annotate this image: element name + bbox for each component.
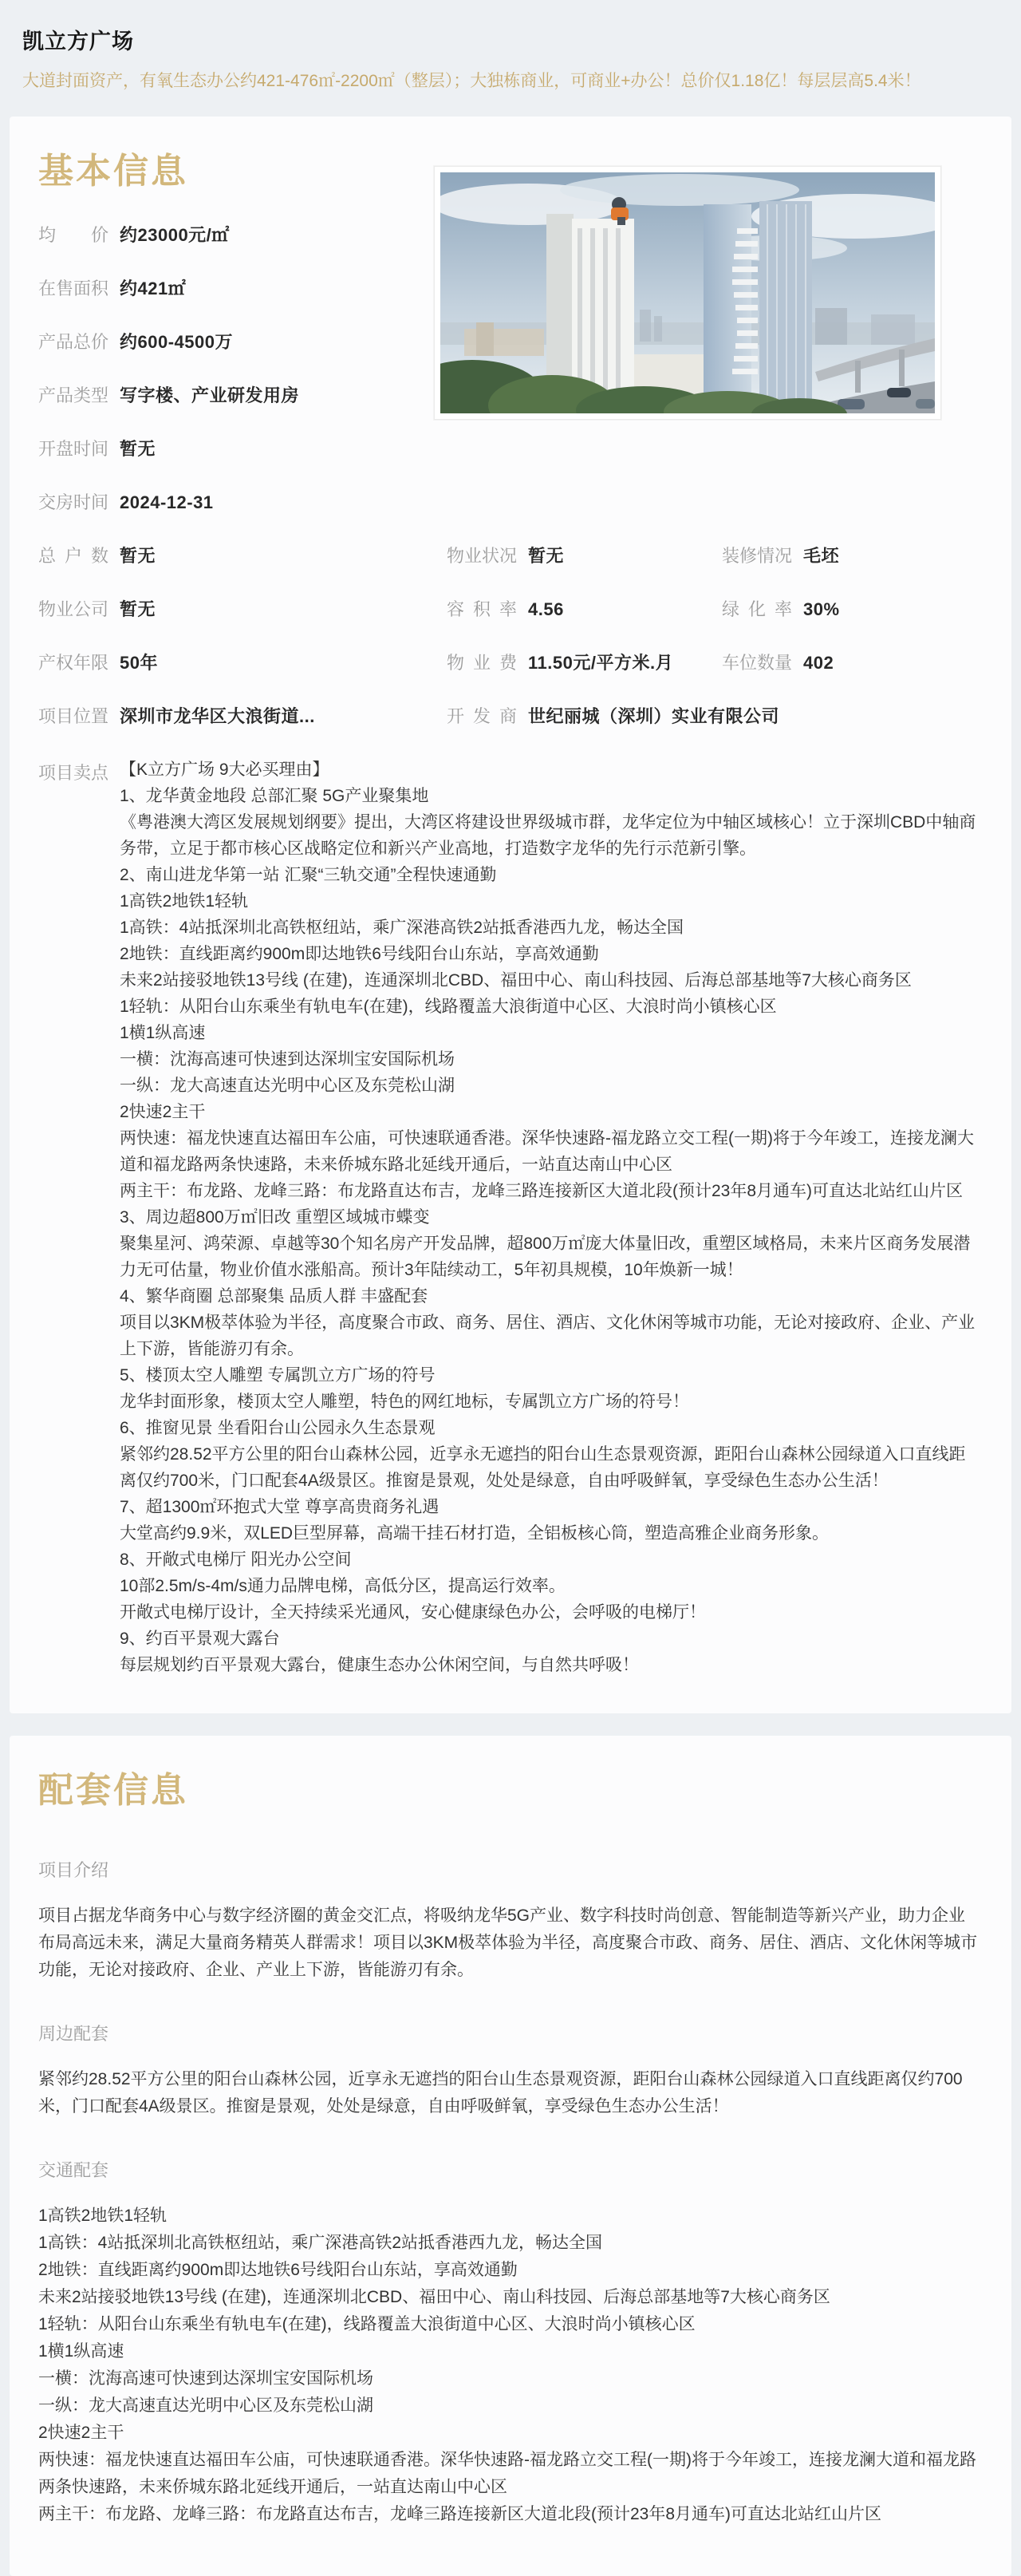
info-field [447, 543, 722, 567]
field-label: 装修情况 [722, 546, 793, 566]
building-illustration [440, 172, 935, 413]
text-line: 3、周边超800万㎡旧改 重塑区域城市蝶变 [120, 1208, 430, 1227]
selling-points-row [38, 757, 980, 1678]
field-value: 约421㎡ [120, 279, 187, 298]
info-grid-row [38, 543, 980, 567]
field-value: 50年 [120, 653, 158, 673]
field-value: 2024-12-31 [120, 492, 214, 512]
info-field [722, 543, 980, 567]
text-line: 两主干：布龙路、龙峰三路：布龙路直达布吉，龙峰三路连接新区大道北段(预计23年8月通车)可直达北站红山片区 [120, 1182, 964, 1200]
field-value: 30% [803, 599, 840, 619]
surrounding-text: 紧邻约28.52平方公里的阳台山森林公园，近享永无遮挡的阳台山生态景观资源，距阳台山森林公园绿道入口直线距离仅约700米，门口配套4A级景区。推窗是景观，处处是绿意，自由呼吸鲜氧，享受绿色生态办公生活！ [38, 2070, 963, 2116]
field-label: 物业费 [447, 653, 517, 673]
info-field [447, 596, 722, 621]
text-line: 6、推窗见景 坐看阳台山公园永久生态景观 [120, 1419, 436, 1437]
field-value: 约23000元/㎡ [120, 225, 230, 245]
text-line: 项目以3KM极萃体验为半径，高度聚合市政、商务、居住、酒店、文化休闲等城市功能，无论对接政府、企业、产业上下游，皆能游刃有余。 [120, 1314, 976, 1358]
developer-value: 世纪丽城（深圳）实业有限公司 [528, 706, 780, 726]
text-line: 1横1纵高速 [120, 1024, 206, 1042]
field-label: 开发商 [447, 706, 517, 726]
field-label: 物业状况 [447, 546, 518, 566]
field-label: 开盘时间 [38, 439, 109, 459]
project-location-value: 深圳市龙华区大浪街道... [120, 706, 315, 726]
info-grid-row [38, 650, 980, 674]
info-field [722, 650, 980, 674]
info-field [447, 703, 980, 728]
text-line: 2地铁：直线距离约900m即达地铁6号线阳台山东站，享高效通勤 [38, 2261, 518, 2279]
text-line: 一横：沈海高速可快速到达深圳宝安国际机场 [120, 1050, 455, 1069]
field-value: 402 [803, 653, 834, 673]
field-label: 产权年限 [38, 653, 109, 673]
page-header [0, 0, 1021, 94]
info-field [38, 543, 447, 567]
info-field [447, 650, 722, 674]
basic-info-left-column [38, 222, 437, 514]
text-line: 一横：沈海高速可快速到达深圳宝安国际机场 [38, 2369, 373, 2388]
info-field-row [38, 275, 437, 300]
info-grid-row [38, 703, 980, 728]
info-field [722, 596, 980, 621]
text-line: 《粤港澳大湾区发展规划纲要》提出，大湾区将建设世界级城市群，龙华定位为中轴区域核心！立于深圳CBD中轴商务带，立足于都市核心区战略定位和新兴产业高地，打造数字龙华的先行示范新引擎。 [120, 813, 976, 858]
text-line: 7、超1300㎡环抱式大堂 尊享高贵商务礼遇 [120, 1498, 440, 1516]
field-label: 在售面积 [38, 279, 109, 298]
supporting-info-card [10, 1736, 1011, 2576]
text-line: 一纵：龙大高速直达光明中心区及东莞松山湖 [120, 1077, 455, 1095]
section-label-surrounding: 周边配套 [38, 2024, 109, 2044]
text-line: 9、约百平景观大露台 [120, 1630, 280, 1648]
basic-info-card [10, 117, 1011, 1713]
text-line: 1高铁2地铁1轻轨 [38, 2207, 168, 2225]
field-label: 绿化率 [722, 599, 792, 619]
field-label: 项目位置 [38, 706, 109, 726]
field-label: 产品总价 [38, 332, 109, 352]
field-value: 暂无 [120, 546, 156, 566]
text-line: 4、繁华商圈 总部聚集 品质人群 丰盛配套 [120, 1287, 428, 1306]
field-value: 11.50元/平方米.月 [528, 653, 674, 673]
text-line: 1、龙华黄金地段 总部汇聚 5G产业聚集地 [120, 787, 429, 805]
info-grid-row [38, 596, 980, 621]
field-value: 暂无 [120, 599, 156, 619]
text-line: 两主干：布龙路、龙峰三路：布龙路直达布吉，龙峰三路连接新区大道北段(预计23年8月通车)可直达北站红山片区 [38, 2505, 882, 2523]
text-line: 5、楼顶太空人雕塑 专属凯立方广场的符号 [120, 1366, 436, 1385]
field-label: 均价 [38, 225, 108, 245]
text-line: 未来2站接驳地铁13号线 (在建)，连通深圳北CBD、福田中心、南山科技园、后海总部基地等7大核心商务区 [120, 971, 912, 990]
text-line: 8、开敞式电梯厅 阳光办公空间 [120, 1551, 352, 1569]
section-label-transport: 交通配套 [38, 2160, 109, 2180]
info-field [38, 703, 447, 728]
text-line: 大堂高约9.9米，双LED巨型屏幕，高端干挂石材打造，全铝板核心筒，塑造高雅企业商务形象。 [120, 1524, 830, 1543]
field-value: 4.56 [528, 599, 564, 619]
text-line: 两快速：福龙快速直达福田车公庙，可快速联通香港。深华快速路-福龙路立交工程(一期)将于今年竣工，连接龙澜大道和福龙路两条快速路，未来侨城东路北延线开通后，一站直达南山中心区 [120, 1129, 974, 1174]
text-line: 【K立方广场 9大必买理由】 [120, 761, 329, 779]
text-line: 2快速2主干 [38, 2424, 124, 2442]
text-line: 1轻轨：从阳台山东乘坐有轨电车(在建)，线路覆盖大浪街道中心区、大浪时尚小镇核心区 [120, 998, 777, 1016]
basic-info-heading: 基本信息 [38, 152, 188, 191]
section-label-intro: 项目介绍 [38, 1860, 109, 1880]
text-line: 聚集星河、鸿荣源、卓越等30个知名房产开发品牌，超800万㎡庞大体量旧改，重塑区域格局，未来片区商务发展潜力无可估量，物业价值水涨船高。预计3年陆续动工，5年初具规模，10年焕新一城！ [120, 1235, 971, 1279]
text-line: 1高铁：4站抵深圳北高铁枢纽站，乘广深港高铁2站抵香港西九龙，畅达全国 [38, 2234, 603, 2252]
field-value: 暂无 [120, 439, 156, 459]
page-subtitle: 大道封面资产，有氧生态办公约421-476㎡-2200㎡（整层）；大独栋商业，可商业+办公！总价仅1.18亿！每层层高5.4米！ [22, 72, 921, 90]
text-line: 10部2.5m/s-4m/s通力品牌电梯，高低分区，提高运行效率。 [120, 1577, 566, 1595]
text-line: 2、南山进龙华第一站 汇聚“三轨交通”全程快速通勤 [120, 866, 497, 884]
selling-points-label: 项目卖点 [38, 763, 109, 783]
intro-text: 项目占据龙华商务中心与数字经济圈的黄金交汇点，将吸纳龙华5G产业、数字科技时尚创意、智能制造等新兴产业，助力企业布局高远未来，满足大量商务精英人群需求！项目以3KM极萃体验为半径，高度聚合市政、商务、居住、酒店、文化休闲等城市功能，无论对接政府、企业、产业上下游，皆能游刃有余。 [38, 1906, 978, 1979]
supporting-info-heading: 配套信息 [38, 1771, 188, 1810]
text-line: 两快速：福龙快速直达福田车公庙，可快速联通香港。深华快速路-福龙路立交工程(一期)将于今年竣工，连接龙澜大道和福龙路两条快速路，未来侨城东路北延线开通后，一站直达南山中心区 [38, 2451, 976, 2496]
info-field-row [38, 489, 437, 514]
info-field-row [38, 329, 437, 354]
field-value: 写字楼、产业研发用房 [120, 385, 300, 405]
text-line: 1轻轨：从阳台山东乘坐有轨电车(在建)，线路覆盖大浪街道中心区、大浪时尚小镇核心区 [38, 2315, 696, 2333]
selling-points-content [120, 757, 980, 1678]
text-line: 1高铁：4站抵深圳北高铁枢纽站，乘广深港高铁2站抵香港西九龙，畅达全国 [120, 919, 684, 937]
text-line: 开敞式电梯厅设计，全天持续采光通风，安心健康绿色办公，会呼吸的电梯厅！ [120, 1603, 706, 1622]
field-value: 约600-4500万 [120, 332, 233, 352]
field-label: 物业公司 [38, 599, 109, 619]
text-line: 每层规划约百平景观大露台，健康生态办公休闲空间，与自然共呼吸！ [120, 1656, 639, 1674]
text-line: 一纵：龙大高速直达光明中心区及东莞松山湖 [38, 2396, 373, 2415]
info-field-row [38, 436, 437, 460]
text-line: 1横1纵高速 [38, 2342, 124, 2361]
field-label: 总户数 [38, 546, 108, 566]
info-field-row [38, 222, 437, 247]
text-line: 龙华封面形象，楼顶太空人雕塑，特色的网红地标，专属凯立方广场的符号！ [120, 1393, 689, 1411]
text-line: 2地铁：直线距离约900m即达地铁6号线阳台山东站，享高效通勤 [120, 945, 599, 963]
page-title: 凯立方广场 [22, 30, 134, 53]
field-value: 毛坯 [803, 546, 840, 566]
field-label: 交房时间 [38, 492, 109, 512]
transport-lines [38, 2203, 980, 2528]
field-value: 暂无 [528, 546, 565, 566]
text-line: 紧邻约28.52平方公里的阳台山森林公园，近享永无遮挡的阳台山生态景观资源，距阳台山森林公园绿道入口直线距离仅约700米，门口配套4A级景区。推窗是景观，处处是绿意，自由呼吸鲜氧，享受绿色生态办公生活！ [120, 1445, 966, 1490]
info-field-row [38, 382, 437, 407]
text-line: 1高铁2地铁1轻轨 [120, 892, 249, 911]
info-field [38, 650, 447, 674]
field-label: 容积率 [447, 599, 517, 619]
field-label: 车位数量 [722, 653, 793, 673]
field-label: 产品类型 [38, 385, 109, 405]
property-rendering-image [434, 166, 941, 420]
text-line: 未来2站接驳地铁13号线 (在建)，连通深圳北CBD、福田中心、南山科技园、后海总部基地等7大核心商务区 [38, 2288, 830, 2306]
text-line: 2快速2主干 [120, 1103, 206, 1121]
info-field [38, 596, 447, 621]
